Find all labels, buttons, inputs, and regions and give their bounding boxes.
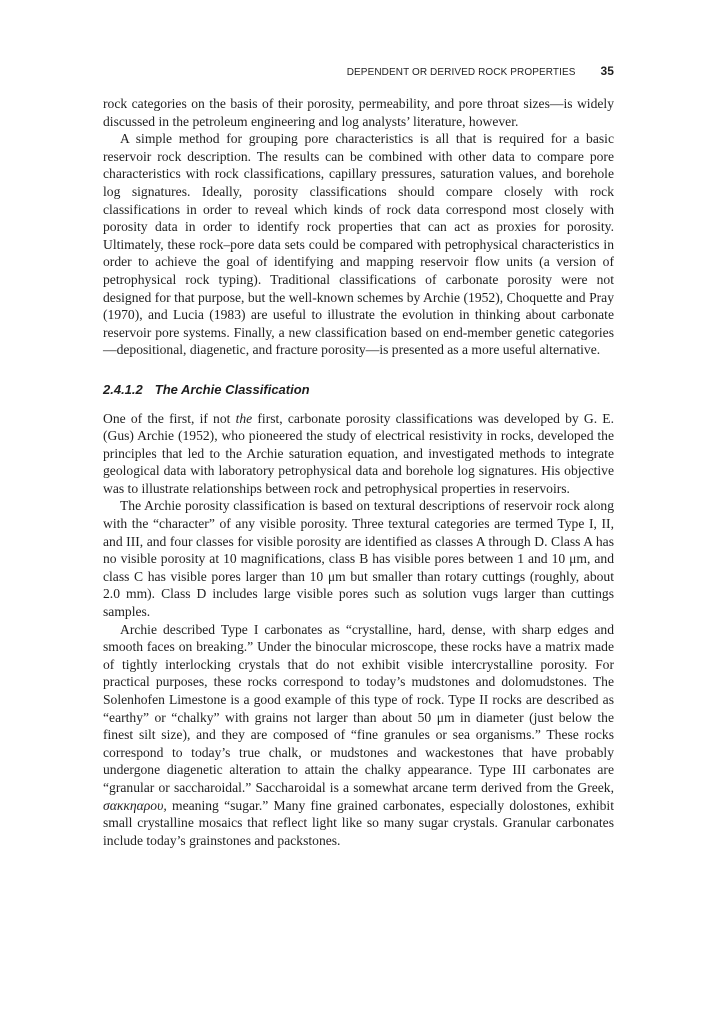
greek-term: σακκηαρου,	[103, 797, 167, 813]
section-title: The Archie Classification	[154, 381, 310, 397]
section-heading	[103, 381, 614, 399]
paragraph-archie-classes: The Archie porosity classification is based on textural descriptions of reservoir rock along with the “character” of any visible porosity. Three textural categories are termed Type I, II, and III, and four classes for visible porosity are identified as classes A through D. Class A has no visible porosity at 10 magnifications, class B has visible pores between 1 and 10 μm, and class C has visible pores larger than 10 μm but smaller than rotary cuttings (roughly, about 2.0 mm). Class D includes large visible pores such as solution vugs larger than cuttings samples.	[103, 498, 614, 620]
text-run: first, carbonate porosity classifications was developed by G. E. (Gus) Archie (1952), who pioneered the study of electrical resistivity in rocks, developed the principles that led to the Archie saturation equation, and investigated methods to integrate geological data with laboratory petrophysical data and borehole log signatures. His objective was to illustrate relationships between rock and petrophysical properties in reservoirs.	[103, 410, 614, 496]
text-run: meaning “sugar.” Many fine grained carbonates, especially dolostones, exhibit small crystalline mosaics that reflect light like so many sugar crystals. Granular carbonates include today’s grainstones and packstones.	[103, 797, 614, 848]
paragraph-pore-grouping: A simple method for grouping pore characteristics is all that is required for a basic reservoir rock description. The results can be combined with other data to compare pore characteristics with rock classifications, capillary pressures, saturation values, and borehole log signatures. Ideally, porosity classifications should compare closely with rock classifications in order to reveal which kinds of rock data correspond most closely with porosity data in order to identify rock properties that can act as proxies for porosity. Ultimately, these rock–pore data sets could be compared with petrophysical characteristics in order to achieve the goal of identifying and mapping reservoir flow units (a version of petrophysical rock typing). Traditional classifications of carbonate porosity were not designed for that purpose, but the well-known schemes by Archie (1952), Choquette and Pray (1970), and Lucia (1983) are useful to illustrate the evolution in thinking about carbonate reservoir pore systems. Finally, a new classification based on end-member genetic categories—depositional, diagenetic, and fracture porosity—is presented as a more useful alternative.	[103, 131, 614, 358]
emphasis-text: the	[235, 410, 253, 426]
body-text	[103, 95, 614, 849]
text-run: Archie described Type I carbonates as “crystalline, hard, dense, with sharp edges and smooth faces on breaking.” Under the binocular microscope, these rocks have a matrix made of tightly interlocking crystals that do not exhibit visible intercrystalline porosity. For practical purposes, these rocks correspond to today’s mudstones and dolomudstones. The Solenhofen Limestone is a good example of this type of rock. Type II rocks are described as “earthy” or “chalky” with grains not larger than about 50 μm in diameter (just below the finest silt size), and they are composed of “fine granules or sea organisms.” These rocks correspond to today’s true chalk, or mudstones and wackestones that have probably undergone diagenetic alteration to attain the chalky appearance. Type III carbonates are “granular or saccharoidal.” Saccharoidal is a somewhat arcane term derived from the Greek,	[103, 621, 614, 795]
paragraph-continued: rock categories on the basis of their porosity, permeability, and pore throat sizes—is widely discussed in the petroleum engineering and log analysts’ literature, however.	[103, 96, 614, 129]
paragraph-archie-types	[103, 621, 614, 850]
paragraph-archie-intro	[103, 410, 614, 498]
running-head-title: DEPENDENT OR DERIVED ROCK PROPERTIES	[346, 67, 576, 78]
section-number: 2.4.1.2	[103, 381, 143, 397]
page-number: 35	[600, 64, 614, 78]
running-head	[347, 64, 614, 78]
text-run: One of the first, if not	[103, 410, 236, 426]
